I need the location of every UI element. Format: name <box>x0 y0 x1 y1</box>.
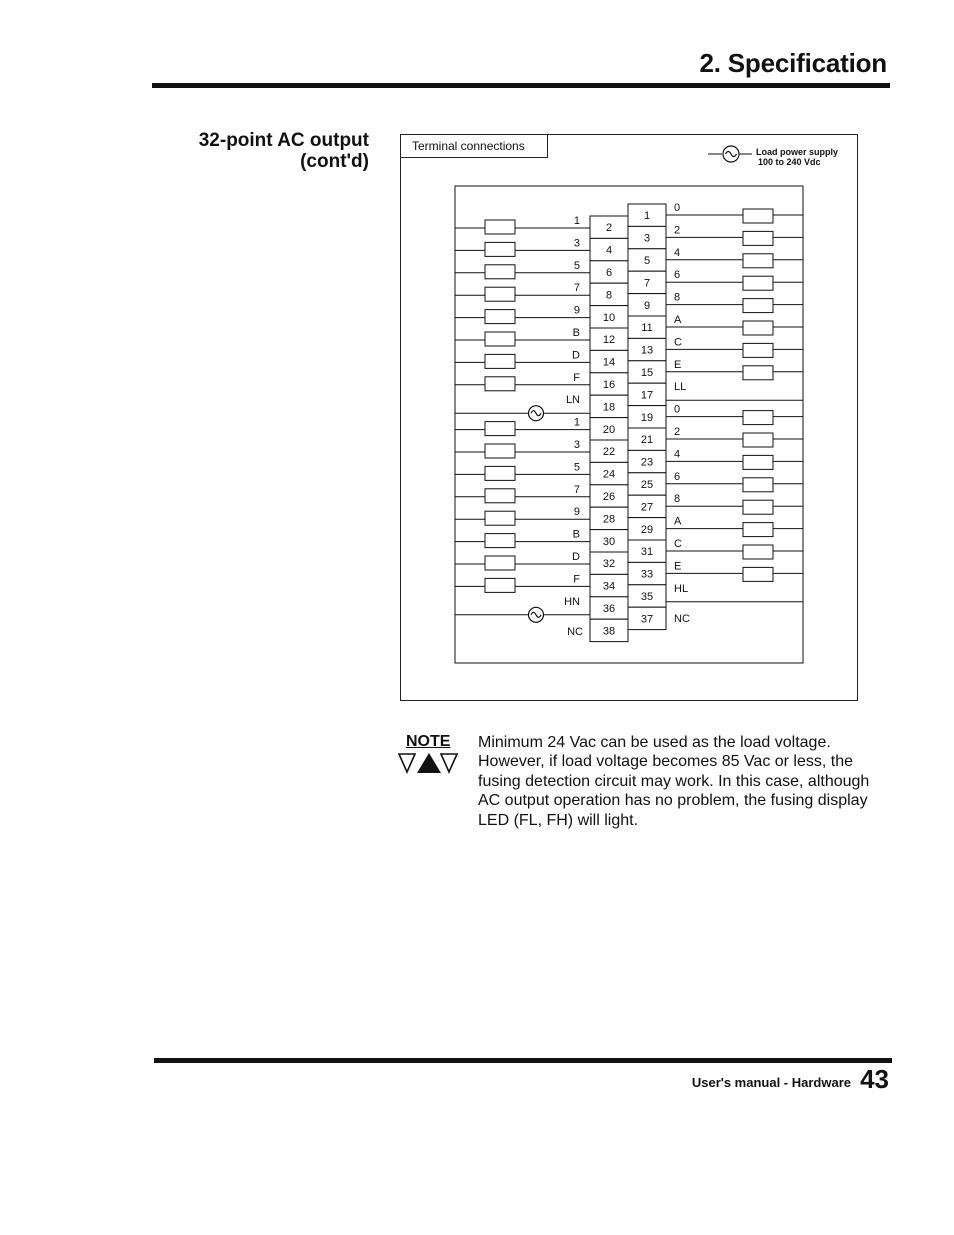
right-label-nc: NC <box>674 613 690 626</box>
load-box-left-12 <box>485 489 515 503</box>
terminal-label-12: 12 <box>602 334 616 347</box>
page-title: 2. Specification <box>699 48 887 78</box>
diagram-label: Terminal connections <box>401 135 548 158</box>
load-box-left-10 <box>485 444 515 458</box>
warning-triangle-icon <box>398 752 460 776</box>
terminal-label-16: 16 <box>602 379 616 391</box>
load-box-right-7 <box>743 366 773 380</box>
terminal-label-33: 33 <box>640 568 654 581</box>
terminal-label-9: 9 <box>643 299 651 312</box>
terminal-label-14: 14 <box>602 356 616 369</box>
left-label-5: 5 <box>573 461 580 474</box>
terminal-label-11: 11 <box>641 322 653 335</box>
terminal-label-2: 2 <box>605 222 613 235</box>
terminal-label-7: 7 <box>643 277 651 290</box>
load-box-left-6 <box>485 354 515 368</box>
left-label-1: 1 <box>573 416 580 429</box>
left-label-F: F <box>573 371 580 384</box>
terminal-label-19: 19 <box>640 411 654 424</box>
terminal-label-25: 25 <box>640 479 654 491</box>
terminal-label-37: 37 <box>640 613 654 626</box>
right-label-0: 0 <box>674 202 681 214</box>
section-title-line1: 32-point AC output <box>198 130 369 151</box>
load-box-right-10 <box>743 433 773 447</box>
terminal-label-10: 10 <box>602 311 616 324</box>
terminal-label-18: 18 <box>602 401 616 414</box>
load-box-right-5 <box>743 321 773 335</box>
load-box-right-14 <box>743 523 773 537</box>
left-label-3: 3 <box>573 237 580 250</box>
terminal-label-3: 3 <box>643 232 651 245</box>
load-box-left-5 <box>485 332 515 346</box>
terminal-label-32: 32 <box>602 558 616 571</box>
load-box-right-15 <box>743 545 773 559</box>
right-label-E: E <box>674 358 682 371</box>
right-label-6: 6 <box>674 470 681 483</box>
right-label-0: 0 <box>674 403 681 416</box>
right-label-2: 2 <box>674 426 681 438</box>
footer-rule <box>154 1058 892 1063</box>
left-label-B: B <box>572 528 580 541</box>
load-box-right-2 <box>743 254 773 268</box>
terminal-label-15: 15 <box>640 367 654 379</box>
left-label-HN: HN <box>564 595 580 608</box>
load-box-left-7 <box>485 377 515 391</box>
terminal-label-31: 31 <box>640 546 654 559</box>
load-box-left-13 <box>485 511 515 525</box>
terminal-label-23: 23 <box>640 456 654 469</box>
left-label-nc: NC <box>567 626 583 639</box>
terminal-label-30: 30 <box>602 535 616 548</box>
terminal-label-1: 1 <box>643 210 651 223</box>
note-tag: NOTE <box>406 733 451 750</box>
load-box-right-9 <box>743 411 773 425</box>
left-label-D: D <box>572 349 580 362</box>
note-text: Minimum 24 Vac can be used as the load voltage. However, if load voltage becomes 85 Vac or less, the fusing detection circuit may work. In this case, although AC output operation has no problem, the fusing display LED (FL, FH) will light. <box>478 734 870 829</box>
left-label-5: 5 <box>573 259 580 272</box>
left-label-D: D <box>572 551 580 563</box>
load-box-right-11 <box>743 455 773 469</box>
right-label-8: 8 <box>674 493 681 506</box>
right-label-6: 6 <box>674 269 681 282</box>
left-label-B: B <box>572 327 580 339</box>
footer-manual-title: User's manual - Hardware <box>691 1075 851 1090</box>
left-label-7: 7 <box>573 483 580 496</box>
page-number: 43 <box>860 1064 889 1094</box>
right-label-HL: HL <box>674 582 689 595</box>
terminal-label-34: 34 <box>602 580 616 593</box>
right-label-2: 2 <box>674 224 681 237</box>
load-box-left-1 <box>485 242 515 256</box>
load-box-right-0 <box>743 209 773 223</box>
load-box-left-9 <box>485 422 515 436</box>
load-box-right-3 <box>743 276 773 290</box>
load-box-left-3 <box>485 287 515 301</box>
load-box-left-4 <box>485 310 515 324</box>
load-box-right-12 <box>743 478 773 492</box>
load-box-left-14 <box>485 534 515 548</box>
terminal-label-21: 21 <box>640 434 654 447</box>
terminal-label-4: 4 <box>605 244 613 257</box>
load-box-right-13 <box>743 500 773 514</box>
right-label-C: C <box>674 538 682 550</box>
load-box-right-4 <box>743 299 773 313</box>
load-box-right-1 <box>743 231 773 245</box>
load-box-right-6 <box>743 343 773 357</box>
terminal-label-29: 29 <box>640 523 654 536</box>
supply-line2: 100 to 240 Vdc <box>758 157 821 167</box>
terminal-label-8: 8 <box>605 289 613 302</box>
right-label-C: C <box>674 336 682 349</box>
right-label-E: E <box>674 560 682 573</box>
load-box-left-2 <box>485 265 515 279</box>
load-box-left-15 <box>485 556 515 570</box>
right-label-LL: LL <box>674 381 687 394</box>
terminal-label-5: 5 <box>643 255 651 267</box>
terminal-label-20: 20 <box>602 423 616 436</box>
left-label-LN: LN <box>565 394 580 407</box>
terminal-label-38: 38 <box>602 625 616 638</box>
right-label-8: 8 <box>674 291 681 304</box>
right-label-A: A <box>674 515 682 528</box>
terminal-label-26: 26 <box>602 491 616 503</box>
load-box-left-16 <box>485 578 515 592</box>
load-box-left-0 <box>485 220 515 234</box>
terminal-label-17: 17 <box>640 389 654 402</box>
terminal-label-6: 6 <box>605 267 613 279</box>
terminal-label-28: 28 <box>602 513 616 526</box>
left-label-F: F <box>573 573 580 586</box>
left-label-3: 3 <box>573 439 580 451</box>
terminal-label-27: 27 <box>640 501 654 514</box>
terminal-label-35: 35 <box>640 591 654 603</box>
terminal-label-22: 22 <box>602 446 616 459</box>
load-box-right-16 <box>743 567 773 581</box>
terminal-label-24: 24 <box>602 468 616 481</box>
right-label-A: A <box>674 314 682 326</box>
left-label-1: 1 <box>573 215 580 227</box>
right-label-4: 4 <box>674 448 681 461</box>
terminal-label-36: 36 <box>602 603 616 615</box>
left-label-9: 9 <box>573 506 580 519</box>
supply-line1: Load power supply <box>756 147 839 157</box>
left-label-7: 7 <box>573 282 580 295</box>
terminal-label-13: 13 <box>640 344 654 357</box>
section-title-line2: (cont'd) <box>300 151 369 172</box>
right-label-4: 4 <box>674 246 681 259</box>
load-box-left-11 <box>485 466 515 480</box>
left-label-9: 9 <box>573 304 580 317</box>
